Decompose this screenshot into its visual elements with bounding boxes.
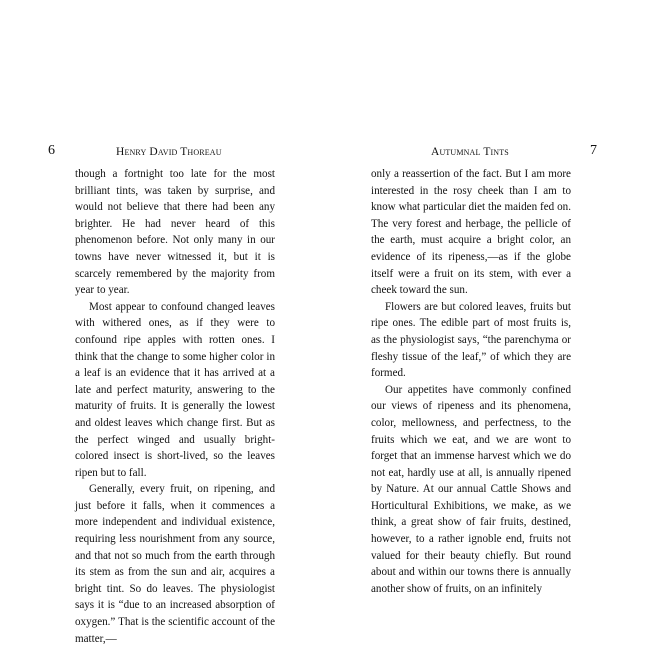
paragraph: Our appetites have commonly confined our views of ripeness and its phenomena, color, mellowness, and perfectness, to the fruits which we eat, and we are wont to forget that an immense harvest which we do not eat, hardly use at all, is annually ripened by Nature. At our annual Cattle Shows and Horticultural Exhibitions, we make, as we think, a great show of fair fruits, destined, however, to a rather ignoble end, fruits not valued for their beauty chiefly. But round about and within our towns there is annually another show of fruits, on an infinitely [371,383,571,595]
body-text [75,166,275,647]
left-page [0,0,322,645]
running-head-author: Henry David Thoreau [116,146,222,158]
right-page [322,0,644,645]
paragraph: Most appear to confound changed leaves with withered ones, as if they were to confound ripe apples with rotten ones. I think that the change to some higher color in a leaf is an evidence that it has arrived at a late and perfect maturity, answering to the maturity of fruits. It is generally the lowest and oldest leaves which change first. But as the perfect winged and usually bright-colored insect is short-lived, so the leaves ripen but to fall. [75,300,275,479]
paragraph: Generally, every fruit, on ripening, and just before it falls, when it commences a more independent and individual existence, requiring less nourishment from any source, and that not so much from the earth through its stem as from the sun and air, acquires a bright tint. So do leaves. The physiologist says it is “due to an increased absorption of oxygen.” That is the scientific account of the matter,— [75,483,275,645]
paragraph: only a reassertion of the fact. But I am more interested in the rosy cheek than I am to know what particular diet the maiden fed on. The very forest and herbage, the pellicle of the earth, must acquire a bright color, an evidence of its ripeness,—as if the globe itself were a fruit on its stem, with ever a cheek toward the sun. [371,168,571,297]
paragraph: Flowers are but colored leaves, fruits but ripe ones. The edible part of most fruits is, as the physiologist says, “the parenchyma or fleshy tissue of the leaf,” of which they are formed. [371,300,571,380]
running-head-title: Autumnal Tints [431,146,509,158]
paragraph: though a fortnight too late for the most brilliant tints, was taken by surprise, and would not believe that there had been any brighter. He had never heard of this phenomenon before. Not only many in our towns have never witnessed it, but it is scarcely remembered by the majority from year to year. [75,168,275,297]
body-text [371,166,571,597]
page-number: 6 [48,143,55,158]
page-number: 7 [590,143,597,158]
